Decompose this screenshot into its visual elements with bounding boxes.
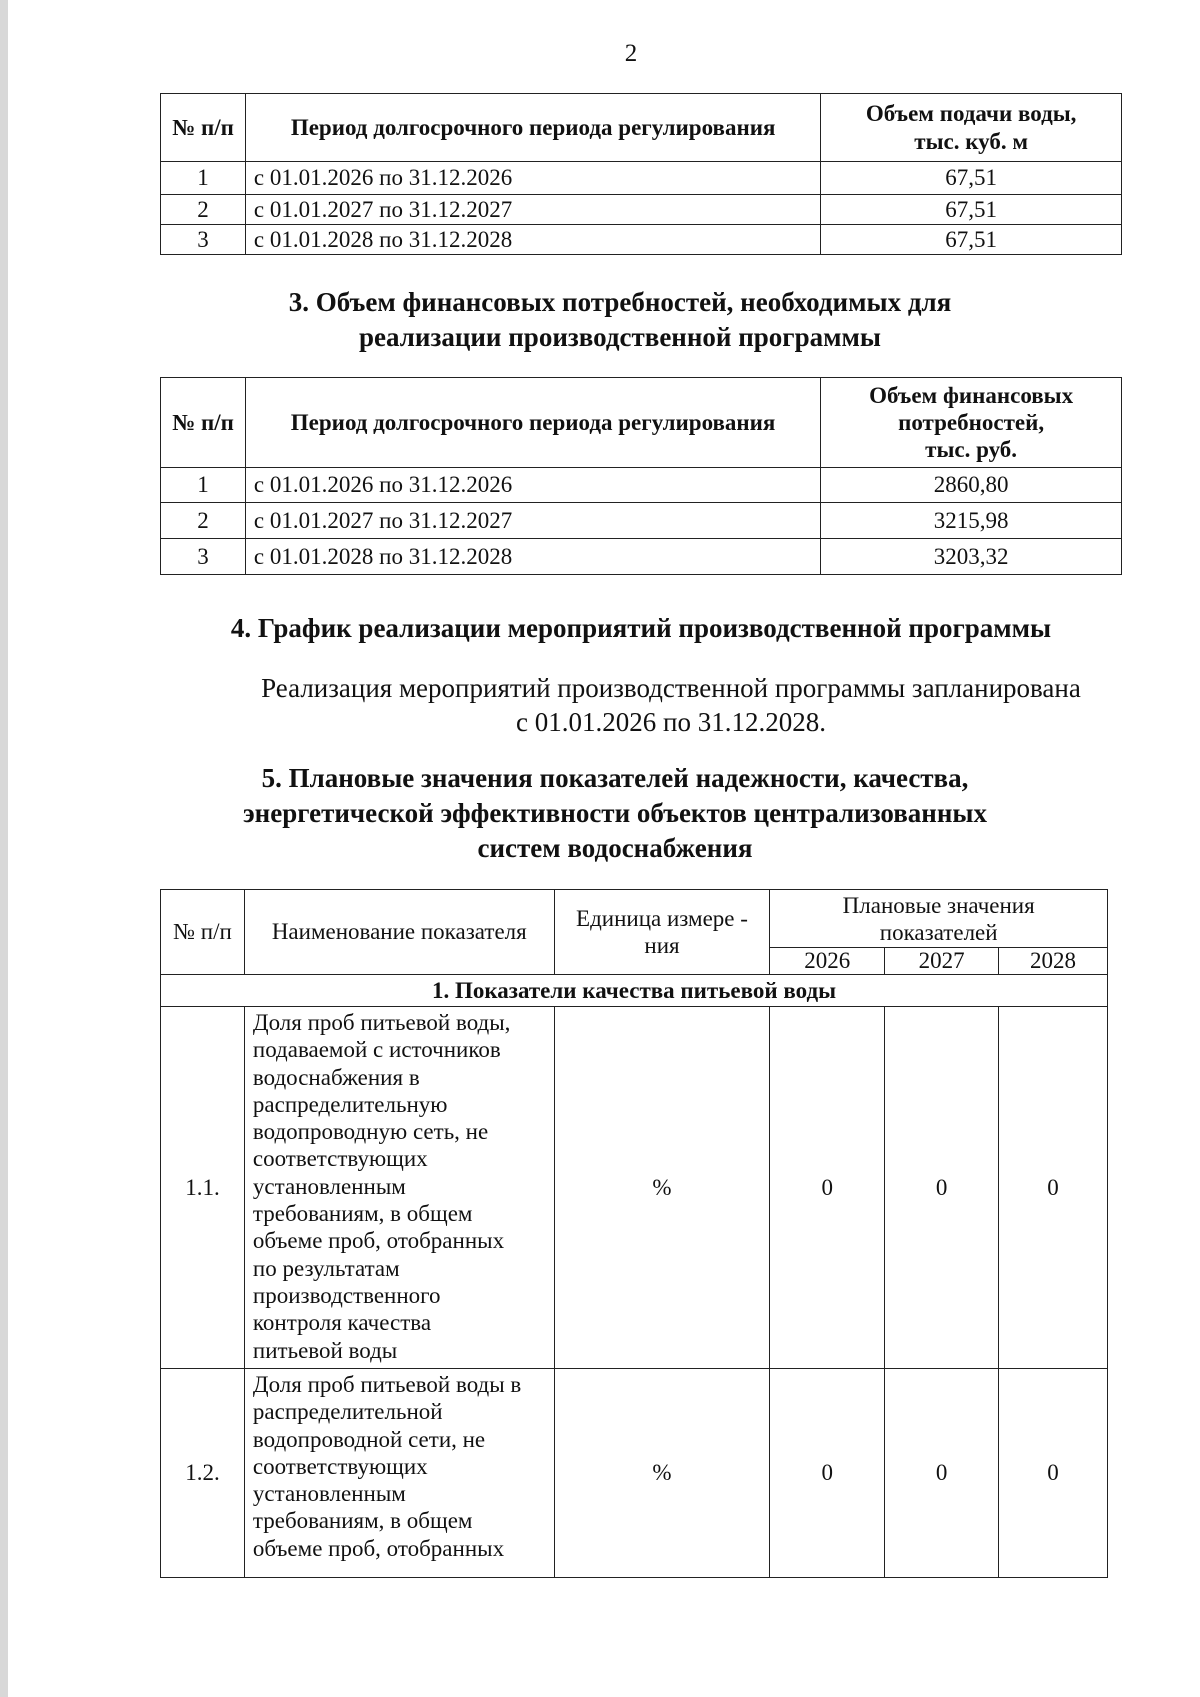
header-value: Объем финансовых потребностей, тыс. руб. <box>821 378 1122 468</box>
header-num: № п/п <box>161 94 246 162</box>
row-period: с 01.01.2027 по 31.12.2027 <box>245 503 820 539</box>
header-year: 2027 <box>885 948 999 975</box>
row-value: 0 <box>885 1007 999 1369</box>
row-value: 0 <box>770 1369 885 1578</box>
header-name: Наименование показателя <box>244 890 554 975</box>
header-year: 2028 <box>999 948 1108 975</box>
row-period: с 01.01.2028 по 31.12.2028 <box>245 225 820 255</box>
header-plan: Плановые значения показателей <box>770 890 1108 948</box>
scan-left-edge <box>0 0 8 1697</box>
row-period: с 01.01.2026 по 31.12.2026 <box>245 468 820 503</box>
row-period: с 01.01.2027 по 31.12.2027 <box>245 195 820 225</box>
row-value: 0 <box>999 1369 1108 1578</box>
row-value: 3215,98 <box>821 503 1122 539</box>
row-value: 67,51 <box>821 195 1122 225</box>
row-num: 1.1. <box>161 1007 245 1369</box>
row-value: 0 <box>999 1007 1108 1369</box>
row-num: 3 <box>161 539 246 575</box>
section-row-title: 1. Показатели качества питьевой воды <box>161 975 1108 1007</box>
row-name: Доля проб питьевой воды, подаваемой с источников водоснабжения в распределительную водопроводную сеть, не соответствующих установленным требованиям, в общем объеме проб, отобранных по результатам производственного контроля качества питьевой воды <box>244 1007 554 1369</box>
row-num: 1 <box>161 162 246 195</box>
row-num: 1.2. <box>161 1369 245 1578</box>
row-period: с 01.01.2028 по 31.12.2028 <box>245 539 820 575</box>
table-header-row <box>161 378 1122 468</box>
row-unit: % <box>554 1369 770 1578</box>
row-value: 67,51 <box>821 225 1122 255</box>
row-period: с 01.01.2026 по 31.12.2026 <box>245 162 820 195</box>
financial-needs-table <box>160 377 1122 575</box>
section-5-title: 5. Плановые значения показателей надежности, качества, энергетической эффективности объектов централизованных систем водоснабжения <box>242 763 987 863</box>
table-row <box>161 468 1122 503</box>
table-row <box>161 1007 1108 1369</box>
section-row <box>161 975 1108 1007</box>
table-row <box>161 503 1122 539</box>
header-num: № п/п <box>161 890 245 975</box>
row-num: 2 <box>161 195 246 225</box>
row-num: 2 <box>161 503 246 539</box>
row-num: 1 <box>161 468 246 503</box>
table-row <box>161 225 1122 255</box>
row-value: 67,51 <box>821 162 1122 195</box>
header-period: Период долгосрочного периода регулирования <box>245 94 820 162</box>
row-value: 0 <box>885 1369 999 1578</box>
indicators-table <box>160 889 1108 1578</box>
table-row <box>161 162 1122 195</box>
table-row <box>161 195 1122 225</box>
section-4-title: 4. График реализации мероприятий производственной программы <box>230 613 1052 643</box>
header-value: Объем подачи воды, тыс. куб. м <box>821 94 1122 162</box>
table-row <box>161 1369 1108 1578</box>
water-supply-table <box>160 93 1122 255</box>
section-3-title: 3. Объем финансовых потребностей, необходимых для реализации производственной программы <box>288 287 952 352</box>
header-unit: Единица измере - ния <box>554 890 770 975</box>
row-name: Доля проб питьевой воды в распределительной водопроводной сети, не соответствующих установленным требованиям, в общем объеме проб, отобранных <box>244 1369 554 1578</box>
row-num: 3 <box>161 225 246 255</box>
header-num: № п/п <box>161 378 246 468</box>
row-value: 2860,80 <box>821 468 1122 503</box>
table-header-row <box>161 94 1122 162</box>
row-unit: % <box>554 1007 770 1369</box>
section-4-text: Реализация мероприятий производственной программы запланирована с 01.01.2026 по 31.12.2028. <box>261 673 1081 737</box>
table-row <box>161 539 1122 575</box>
header-year: 2026 <box>770 948 885 975</box>
row-value: 0 <box>770 1007 885 1369</box>
page-number: 2 <box>624 40 638 67</box>
header-period: Период долгосрочного периода регулирования <box>245 378 820 468</box>
table-header-row <box>161 890 1108 948</box>
row-value: 3203,32 <box>821 539 1122 575</box>
